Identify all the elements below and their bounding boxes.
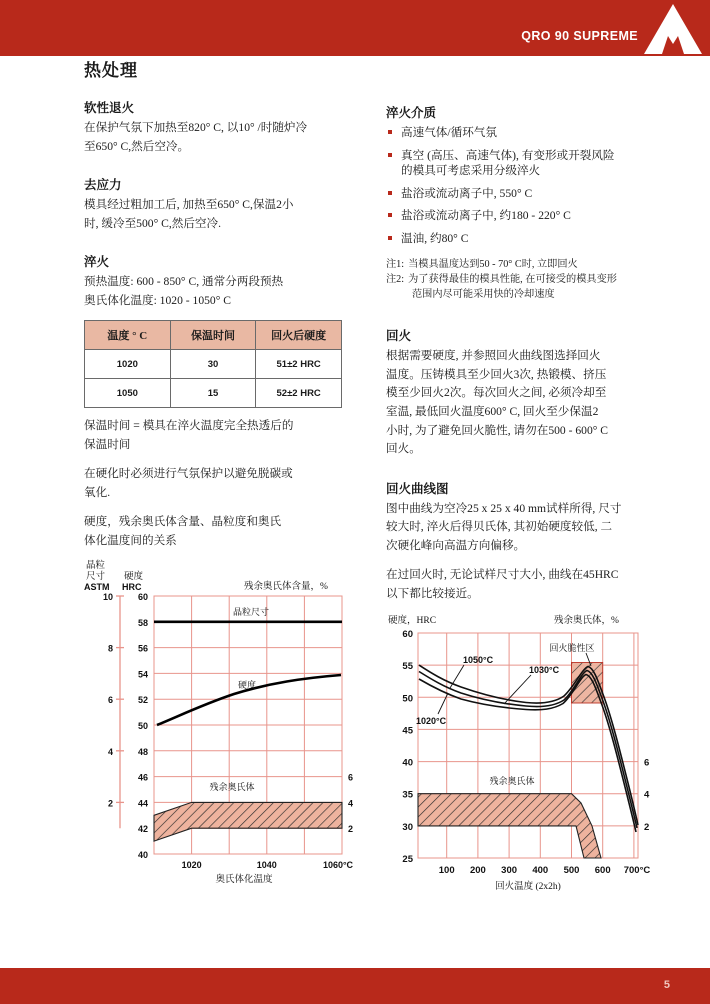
stress-relieving-line-1: 模具经过粗加工后, 加热至650° C,保温2小 bbox=[84, 198, 294, 212]
chart2-xlabel: 回火温度 (2x2h) bbox=[495, 882, 561, 893]
tempering-line-6: 回火。 bbox=[386, 442, 421, 456]
temper-graph-p1-line-1: 图中曲线为空冷25 x 25 x 40 mm试样所得, 尺寸 bbox=[386, 501, 622, 515]
temper-graph-p1-line-3: 次硬化峰向高温方向偏移。 bbox=[386, 538, 526, 552]
soft-annealing-line-2: 至650° C,然后空冷。 bbox=[84, 139, 190, 153]
table-header-row bbox=[85, 321, 342, 350]
page-number: 5 bbox=[663, 979, 670, 991]
chart1-hrc-tick-54: 54 bbox=[137, 669, 148, 680]
chart1-axis-title-grain-2: 尺寸 bbox=[86, 572, 106, 583]
holding-time-note-line-2: 保温时间 bbox=[84, 437, 131, 451]
bullet-text: 盐浴或流动离子中, 550° C bbox=[401, 186, 533, 200]
heading-hardening: 淬火 bbox=[84, 255, 110, 270]
chart2-y-tick-60: 60 bbox=[402, 629, 413, 641]
chart2-annotation-embrittlement: 回火脆性区 bbox=[549, 643, 595, 654]
quenching-media-list bbox=[386, 125, 654, 246]
bullet-text: 盐浴或流动离子中, 约180 - 220° C bbox=[401, 209, 571, 223]
chart1-axis-title-hrc: HRC bbox=[122, 582, 142, 593]
bullet-square-icon bbox=[388, 236, 392, 240]
note-2-continuation: 范围内尽可能采用快的冷却速度 bbox=[412, 289, 555, 301]
chart2-y-tick-55: 55 bbox=[402, 661, 413, 673]
bullet-square-icon bbox=[388, 213, 392, 217]
chart2-right-tick-2: 2 bbox=[644, 822, 650, 834]
atmosphere-note-line-1: 在硬化时必须进行气氛保护以避免脱碳或 bbox=[84, 467, 293, 481]
relation-caption-line-1: 硬度，残余奥氏体含量、晶粒度和奥氏 bbox=[84, 515, 282, 529]
note-1-label: 注1: bbox=[386, 259, 405, 271]
tempering-line-4: 室温, 最低回火温度600° C, 回火至少保温2 bbox=[386, 405, 599, 419]
chart1-right-tick-2: 2 bbox=[348, 824, 354, 835]
note-2-text: 为了获得最佳的模具性能, 在可接受的模具变形 bbox=[408, 274, 617, 286]
bullet-square-icon bbox=[388, 130, 392, 134]
chart2-y-tick-45: 45 bbox=[402, 725, 413, 737]
cell-time-1: 30 bbox=[170, 350, 256, 379]
chart2-left-axis-title: 硬度，HRC bbox=[388, 616, 437, 627]
bullet-text-cont: 的模具可考虑采用分级淬火 bbox=[401, 164, 541, 178]
chart1-x-tick-1060: 1060°C bbox=[322, 860, 354, 871]
heading-tempering: 回火 bbox=[386, 329, 412, 344]
note-2-label: 注2: bbox=[386, 274, 405, 286]
chart2-x-tick-700: 700°C bbox=[623, 865, 651, 877]
chart1-astm-tick-2: 2 bbox=[107, 798, 113, 809]
cell-hardness-2: 52±2 HRC bbox=[256, 379, 342, 408]
tempering-line-5: 小时, 为了避免回火脆性, 请勿在500 - 600° C bbox=[386, 423, 609, 437]
tempering-line-1: 根据需要硬度, 并参照回火曲线图选择回火 bbox=[386, 349, 601, 363]
tempering-line-3: 模至少回火2次。每次回火之间, 必须冷却至 bbox=[386, 386, 607, 400]
heading-soft-annealing: 软性退火 bbox=[84, 101, 135, 115]
chart1-hrc-tick-60: 60 bbox=[137, 592, 148, 603]
chart1-retained-austenite-band bbox=[154, 803, 342, 842]
chart1-hrc-tick-46: 46 bbox=[137, 772, 148, 783]
bullet-text: 真空 (高压、高速气体), 有变形或开裂风险 bbox=[401, 148, 615, 162]
hardness-table bbox=[84, 320, 342, 408]
left-column bbox=[84, 56, 356, 894]
chart1-label-grain-size: 晶粒尺寸 bbox=[232, 607, 270, 618]
page-footer bbox=[0, 968, 710, 1004]
chart1-hrc-tick-48: 48 bbox=[137, 747, 148, 758]
list-item bbox=[386, 125, 654, 141]
hardening-line-1: 预热温度: 600 - 850° C, 通常分两段预热 bbox=[84, 275, 284, 289]
bullet-text: 高速气体/循环气氛 bbox=[401, 126, 497, 139]
cell-hardness-1: 51±2 HRC bbox=[256, 350, 342, 379]
cell-temp-2: 1050 bbox=[85, 379, 171, 408]
chart2-x-tick-400: 400 bbox=[532, 865, 549, 877]
temper-graph-p2-line-1: 在过回火时, 无论试样尺寸大小, 曲线在45HRC bbox=[386, 568, 619, 582]
chart2-x-tick-600: 600 bbox=[594, 865, 611, 877]
chart1-astm-tick-4: 4 bbox=[107, 747, 113, 758]
chart2-right-tick-6: 6 bbox=[644, 757, 650, 769]
chart1-axis-title-right: 残余奥氏体含量，% bbox=[244, 582, 328, 593]
bullet-square-icon bbox=[388, 153, 392, 157]
temper-graph-p2-line-2: 以下都比较接近。 bbox=[386, 586, 479, 600]
soft-annealing-line-1: 在保护气氛下加热至820° C, 以10° /时随炉冷 bbox=[84, 121, 308, 134]
chart1-hrc-tick-52: 52 bbox=[137, 695, 148, 706]
table-row bbox=[85, 379, 342, 408]
chart1-x-tick-1020: 1020 bbox=[181, 860, 202, 871]
chart2-annotation-1030c: 1030°C bbox=[529, 665, 560, 676]
list-item bbox=[386, 208, 654, 224]
chart2-annotation-retained-austenite: 残余奥氏体 bbox=[489, 776, 535, 787]
chart2-annotation-1020c: 1020°C bbox=[416, 716, 447, 727]
bullet-square-icon bbox=[388, 191, 392, 195]
chart1-label-retained-austenite: 残余奥氏体 bbox=[209, 782, 255, 793]
chart1-axis-title-hardness: 硬度 bbox=[124, 572, 144, 583]
chart1-astm-tick-10: 10 bbox=[102, 592, 113, 603]
chart1-right-tick-4: 4 bbox=[348, 798, 354, 809]
chart2-y-tick-25: 25 bbox=[402, 854, 413, 866]
page-header bbox=[0, 0, 710, 56]
note-1-text: 当模具温度达到50 - 70° C时, 立即回火 bbox=[408, 259, 578, 271]
chart1-astm-tick-6: 6 bbox=[107, 695, 113, 706]
chart1-right-tick-6: 6 bbox=[348, 772, 354, 783]
list-item bbox=[386, 231, 654, 247]
chart2-y-tick-40: 40 bbox=[402, 757, 413, 769]
notes-block bbox=[386, 258, 654, 302]
list-item bbox=[386, 148, 654, 179]
chart1-hrc-tick-42: 42 bbox=[137, 824, 148, 835]
heading-stress-relieving: 去应力 bbox=[84, 178, 122, 193]
tempering-line-2: 温度。压铸模具至少回火3次, 热锻模、挤压 bbox=[386, 367, 607, 381]
chart1-hrc-tick-50: 50 bbox=[137, 721, 148, 732]
right-column bbox=[386, 56, 654, 905]
cell-time-2: 15 bbox=[170, 379, 256, 408]
heading-quenching-media: 淬火介质 bbox=[386, 106, 437, 120]
holding-time-note-line-1: 保温时间 = 模具在淬火温度完全热透后的 bbox=[84, 419, 294, 433]
austenitizing-chart bbox=[84, 556, 356, 894]
header-product-title: QRO 90 SUPREME bbox=[521, 29, 638, 43]
page-title: 热处理 bbox=[84, 61, 138, 80]
chart2-right-tick-4: 4 bbox=[644, 789, 650, 801]
col-header-hardness: 回火后硬度 bbox=[256, 321, 342, 350]
chart1-hrc-tick-56: 56 bbox=[137, 643, 148, 654]
temper-graph-p1-line-2: 较大时, 淬火后得贝氏体, 其初始硬度较低, 二 bbox=[386, 520, 613, 534]
chart1-xlabel: 奥氏体化温度 bbox=[215, 875, 273, 886]
chart1-astm-tick-8: 8 bbox=[107, 643, 113, 654]
chart1-axis-title-astm: ASTM bbox=[84, 582, 110, 593]
chart2-x-tick-300: 300 bbox=[501, 865, 518, 877]
cell-temp-1: 1020 bbox=[85, 350, 171, 379]
chart2-x-tick-200: 200 bbox=[469, 865, 486, 877]
chart2-y-tick-30: 30 bbox=[402, 822, 413, 834]
relation-caption-line-2: 体化温度间的关系 bbox=[84, 533, 177, 547]
chart1-label-hardness: 硬度 bbox=[237, 680, 257, 691]
chart1-hrc-tick-40: 40 bbox=[137, 850, 148, 861]
note-1 bbox=[386, 258, 654, 272]
hardening-line-2: 奥氏体化温度: 1020 - 1050° C bbox=[84, 293, 231, 307]
uddeholm-mountain-logo bbox=[640, 2, 706, 56]
chart2-annotation-1050c: 1050°C bbox=[463, 655, 494, 666]
chart1-x-tick-1040: 1040 bbox=[256, 860, 277, 871]
list-item bbox=[386, 186, 654, 202]
chart2-y-tick-50: 50 bbox=[402, 693, 413, 705]
bullet-text: 温油, 约80° C bbox=[401, 231, 469, 245]
chart1-axis-title-grain-1: 晶粒 bbox=[86, 561, 106, 572]
col-header-holding-time: 保温时间 bbox=[170, 321, 256, 350]
chart1-hrc-tick-44: 44 bbox=[137, 798, 148, 809]
note-2 bbox=[386, 273, 654, 287]
tempering-chart bbox=[386, 611, 654, 905]
page-content bbox=[0, 56, 710, 956]
atmosphere-note-line-2: 氧化. bbox=[84, 485, 111, 499]
chart1-hrc-tick-58: 58 bbox=[137, 618, 148, 629]
stress-relieving-line-2: 时, 缓冷至500° C,然后空冷. bbox=[84, 216, 222, 230]
col-header-temperature: 温度 ° C bbox=[85, 321, 171, 350]
table-row bbox=[85, 350, 342, 379]
heading-temper-graph: 回火曲线图 bbox=[386, 481, 449, 496]
chart2-x-tick-500: 500 bbox=[563, 865, 580, 877]
chart2-y-tick-35: 35 bbox=[402, 789, 413, 801]
chart2-right-axis-title: 残余奥氏体，% bbox=[554, 616, 619, 627]
chart2-x-tick-100: 100 bbox=[438, 865, 455, 877]
